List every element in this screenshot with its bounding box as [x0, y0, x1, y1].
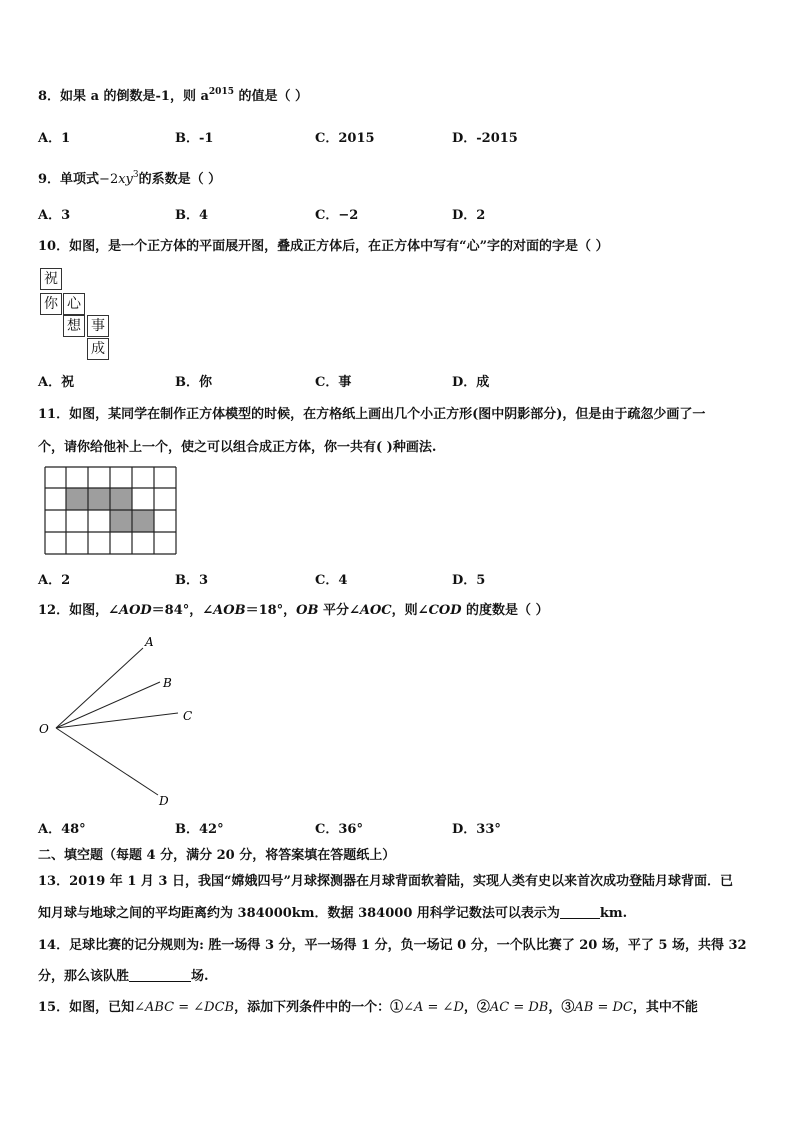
q11-option-b[interactable]: B．3: [175, 573, 209, 588]
q8-option-d[interactable]: D．-2015: [452, 131, 518, 146]
q12-angle-cod: ∠COD: [417, 603, 462, 618]
shaded-square: [110, 488, 132, 510]
q8-exponent: 2015: [208, 87, 234, 97]
q9-expr-coef: −2: [99, 172, 119, 187]
q11-option-a[interactable]: A．2: [38, 573, 71, 588]
q11-stem-line2: 个，请你给他补上一个，使之可以组合成正方体，你一共有( )种画法.: [38, 440, 437, 455]
q14-answer-blank[interactable]: [129, 981, 191, 982]
q10-option-c[interactable]: C．事: [315, 375, 352, 390]
label-c: C: [183, 709, 193, 723]
shaded-square: [88, 488, 110, 510]
q9-expr-vars: xy: [118, 172, 133, 187]
q14-line1: 14．足球比赛的记分规则为: 胜一场得 3 分，平一场得 1 分，负一场记 0 分，一个队比赛了 20 场，平了 5 场，共得 32: [38, 938, 747, 953]
ray-od: [56, 728, 158, 795]
q15-eq4: AB = DC: [574, 1000, 633, 1015]
q9-stem-b: 的系数是（ ）: [138, 172, 222, 187]
label-a: A: [145, 635, 154, 649]
net-cell-ni: 你: [40, 293, 62, 315]
q12-mid2: ，则: [391, 603, 418, 618]
q15-c: ，②: [463, 1000, 490, 1015]
q15-stem: [38, 1000, 698, 1016]
label-d: D: [159, 794, 169, 808]
q14-line2-b: 场.: [191, 969, 209, 984]
q12-value-1: ＝84°，: [151, 603, 203, 618]
q13-line2: [38, 906, 627, 922]
angle-rays-figure: [30, 630, 210, 810]
q8-stem-a: 8．如果 a 的倒数是-1，则 a: [38, 89, 209, 104]
q11-stem-line1: 11．如图，某同学在制作正方体模型的时候，在方格纸上画出几个小正方形(图中阴影部分)，但是由于疏忽少画了一: [38, 407, 706, 422]
net-cell-shi: 事: [87, 315, 109, 337]
q12-angle-aoc: ∠AOC: [349, 603, 392, 618]
q10-stem: 10．如图，是一个正方体的平面展开图，叠成正方体后，在正方体中写有“心”字的对面的字是（ ）: [38, 239, 609, 254]
q9-expr-exponent: 3: [132, 170, 139, 180]
q12-option-a[interactable]: A．48°: [38, 822, 86, 837]
ray-oa: [56, 648, 143, 728]
shaded-square: [110, 510, 132, 532]
q14-line2-a: 分，那么该队胜: [38, 969, 130, 984]
q10-option-d[interactable]: D．成: [452, 375, 490, 390]
q9-option-c[interactable]: C．−2: [315, 208, 359, 223]
q15-d: ，③: [548, 1000, 575, 1015]
q13-line2-a: 知月球与地球之间的平均距离约为 384000km．数据 384000 用科学记数法可以表示为: [38, 906, 560, 921]
q9-stem-a: 9．单项式: [38, 172, 100, 187]
shaded-square: [66, 488, 88, 510]
q13-line1: 13．2019 年 1 月 3 日，我国“嫦娥四号”月球探测器在月球背面软着陆，实现人类有史以来首次成功登陆月球背面．已: [38, 874, 733, 889]
q11-option-d[interactable]: D．5: [452, 573, 486, 588]
q15-a: 15．如图，已知: [38, 1000, 135, 1015]
q12-stem: [38, 603, 549, 619]
q15-eq3: AC = DB: [489, 1000, 549, 1015]
q12-mid: 平分: [318, 603, 349, 618]
net-cell-cheng: 成: [87, 338, 109, 360]
section-heading-fill-in: 二、填空题（每题 4 分，满分 20 分，将答案填在答题纸上）: [38, 848, 396, 863]
q12-option-d[interactable]: D．33°: [452, 822, 501, 837]
q12-stem-a: 12．如图，: [38, 603, 109, 618]
label-o: O: [39, 722, 49, 736]
q8-option-b[interactable]: B．-1: [175, 131, 214, 146]
q9-option-a[interactable]: A．3: [38, 208, 71, 223]
q8-stem: [38, 89, 308, 105]
shaded-square: [132, 510, 154, 532]
q14-line2: [38, 969, 209, 985]
q12-angle-aob: ∠AOB: [202, 603, 246, 618]
net-cell-xiang: 想: [63, 315, 85, 337]
q15-b: ，添加下列条件中的一个：①: [234, 1000, 404, 1015]
q9-stem: [38, 172, 221, 188]
q8-option-a[interactable]: A．1: [38, 131, 71, 146]
q12-option-b[interactable]: B．42°: [175, 822, 224, 837]
q13-line2-b: km.: [599, 906, 628, 921]
q9-option-d[interactable]: D．2: [452, 208, 486, 223]
q12-ray-ob: OB: [296, 603, 319, 618]
q15-eq2: ∠A = ∠D: [403, 1000, 464, 1015]
q15-e: ，其中不能: [632, 1000, 698, 1015]
ray-ob: [56, 682, 160, 728]
grid-lines: [45, 467, 176, 554]
q12-stem-b: 的度数是（ ）: [461, 603, 549, 618]
q15-eq1: ∠ABC = ∠DCB: [134, 1000, 235, 1015]
net-cell-xin: 心: [63, 293, 85, 315]
q11-option-c[interactable]: C．4: [315, 573, 348, 588]
label-b: B: [163, 676, 172, 690]
q10-option-a[interactable]: A．祝: [38, 375, 75, 390]
q10-option-b[interactable]: B．你: [175, 375, 212, 390]
q13-answer-blank[interactable]: [560, 918, 600, 919]
grid-paper-figure: [44, 466, 178, 556]
q12-value-2: ＝18°，: [245, 603, 297, 618]
q12-angle-aod: ∠AOD: [108, 603, 152, 618]
q8-option-c[interactable]: C．2015: [315, 131, 375, 146]
q8-stem-b: 的值是（ ）: [233, 89, 309, 104]
q9-option-b[interactable]: B．4: [175, 208, 209, 223]
net-cell-zhu: 祝: [40, 268, 62, 290]
q12-option-c[interactable]: C．36°: [315, 822, 363, 837]
cube-net-figure: [40, 268, 120, 364]
ray-oc: [56, 713, 178, 728]
